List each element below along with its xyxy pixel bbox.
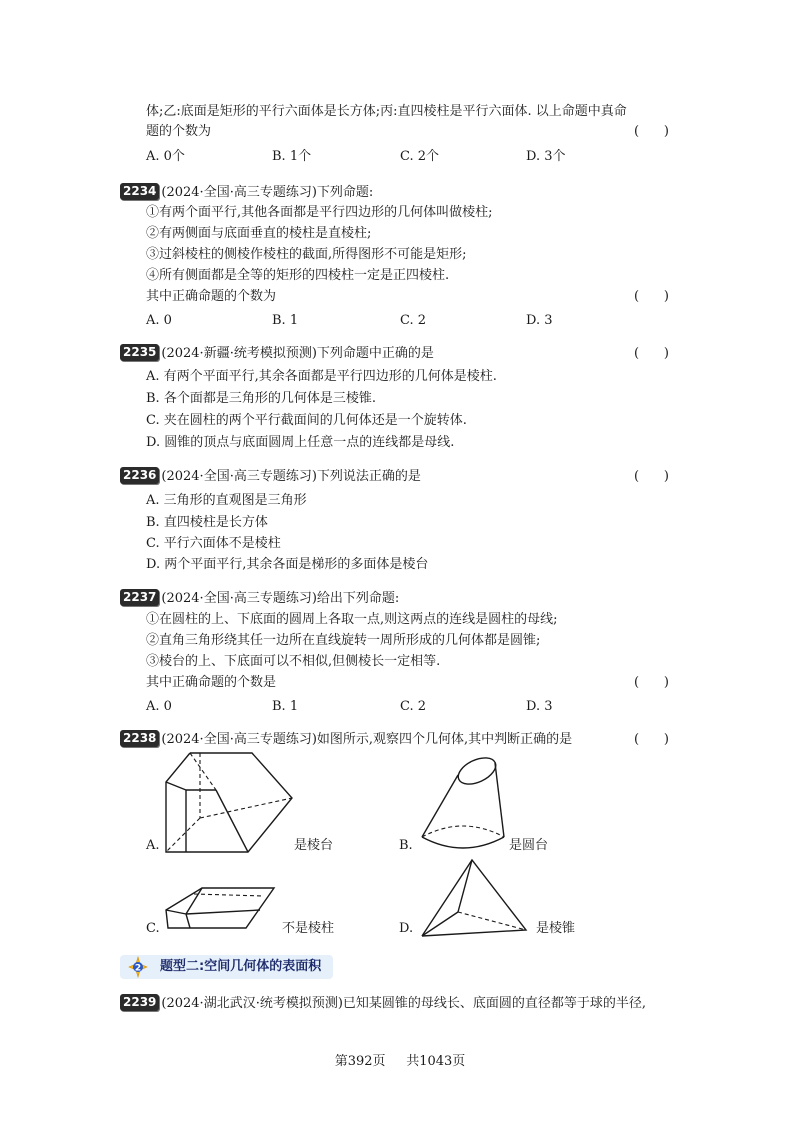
option-b: B. 1	[272, 699, 299, 714]
option-a: A. 0	[146, 699, 172, 714]
option-d: D. 3个	[526, 149, 566, 164]
q2236-option-d: D. 两个平面平行,其余各面是梯形的多面体是棱台	[146, 557, 429, 572]
figure-d-letter: D.	[399, 921, 414, 936]
q2237-answer-paren: ( )	[634, 675, 669, 690]
figure-a-caption: 是棱台	[294, 838, 334, 853]
q2235-stem: (2024·新疆·统考模拟预测)下列命题中正确的是	[161, 346, 434, 361]
figure-c-prism-diagram	[164, 886, 276, 932]
figure-b-letter: B.	[399, 838, 413, 853]
q2234-item-4: ④所有侧面都是全等的矩形的四棱柱一定是正四棱柱.	[146, 268, 450, 283]
figure-d-caption: 是棱锥	[536, 921, 576, 936]
figure-b-cone-frustum-diagram	[418, 752, 508, 857]
q2239-stem: (2024·湖北武汉·统考模拟预测)已知某圆锥的母线长、底面圆的直径都等于球的半径,	[161, 996, 647, 1011]
q2236-option-a: A. 三角形的直观图是三角形	[146, 493, 307, 508]
q2233-answer-paren: ( )	[634, 124, 669, 139]
q2239-stem-line	[120, 994, 646, 1014]
question-number-badge: 2238	[120, 730, 159, 747]
q2236-option-b: B. 直四棱柱是长方体	[146, 515, 268, 530]
q2233-options	[146, 147, 666, 167]
q2237-stem-line	[120, 589, 399, 609]
figure-c-caption: 不是棱柱	[282, 921, 335, 936]
figure-a-letter: A.	[146, 838, 160, 853]
q2234-item-2: ②有两侧面与底面垂直的棱柱是直棱柱;	[146, 226, 372, 241]
q2236-option-c: C. 平行六面体不是棱柱	[146, 536, 281, 551]
option-c: C. 2个	[400, 149, 440, 164]
q2234-options	[146, 311, 666, 331]
page-footer	[0, 1052, 800, 1072]
option-c: C. 2	[400, 313, 427, 328]
q2237-item-1: ①在圆柱的上、下底面的圆周上各取一点,则这两点的连线是圆柱的母线;	[146, 612, 558, 627]
q2234-stem-line	[120, 183, 373, 203]
figure-b-caption: 是圆台	[509, 838, 549, 853]
q2234-item-3: ③过斜棱柱的侧棱作棱柱的截面,所得图形不可能是矩形;	[146, 247, 467, 262]
option-b: B. 1	[272, 313, 299, 328]
section-sparkle-icon	[124, 955, 152, 979]
figure-a-frustum-diagram	[160, 752, 295, 854]
q2235-answer-paren: ( )	[634, 346, 669, 361]
q2238-stem-line	[120, 730, 572, 750]
question-number-badge: 2235	[120, 344, 159, 361]
q2233-continuation-line1: 体;乙:底面是矩形的平行六面体是长方体;丙:直四棱柱是平行六面体. 以上命题中真命	[146, 104, 627, 119]
figure-c-letter: C.	[146, 921, 160, 936]
figure-d-pyramid-diagram	[420, 858, 532, 940]
option-c: C. 2	[400, 699, 427, 714]
page-number: 第392页	[334, 1054, 386, 1069]
section-badge-number: 2	[134, 963, 142, 974]
q2237-item-2: ②直角三角形绕其任一边所在直线旋转一周所形成的几何体都是圆锥;	[146, 633, 541, 648]
q2235-option-d: D. 圆锥的顶点与底面圆周上任意一点的连线都是母线.	[146, 435, 455, 450]
question-number-badge: 2237	[120, 589, 159, 606]
q2236-stem-line	[120, 467, 421, 487]
q2233-continuation-line2: 题的个数为	[146, 124, 212, 139]
q2237-ask: 其中正确命题的个数是	[146, 675, 277, 690]
q2235-option-a: A. 有两个平面平行,其余各面都是平行四边形的几何体是棱柱.	[146, 369, 497, 384]
q2234-answer-paren: ( )	[634, 289, 669, 304]
q2235-stem-line	[120, 344, 434, 364]
q2235-option-b: B. 各个面都是三角形的几何体是三棱锥.	[146, 391, 376, 406]
question-number-badge: 2236	[120, 467, 159, 484]
question-number-badge: 2239	[120, 994, 159, 1011]
option-b: B. 1个	[272, 149, 312, 164]
q2237-stem: (2024·全国·高三专题练习)给出下列命题:	[161, 591, 400, 606]
q2236-stem: (2024·全国·高三专题练习)下列说法正确的是	[161, 469, 421, 484]
section-header	[120, 955, 333, 979]
q2237-item-3: ③棱台的上、下底面可以不相似,但侧棱长一定相等.	[146, 654, 441, 669]
q2234-ask: 其中正确命题的个数为	[146, 289, 277, 304]
total-pages: 共1043页	[406, 1054, 466, 1069]
q2237-options	[146, 697, 666, 717]
q2234-item-1: ①有两个面平行,其他各面都是平行四边形的几何体叫做棱柱;	[146, 205, 493, 220]
question-number-badge: 2234	[120, 183, 159, 200]
q2238-answer-paren: ( )	[634, 732, 669, 747]
section-title: 题型二:空间几何体的表面积	[160, 959, 322, 974]
q2235-option-c: C. 夹在圆柱的两个平行截面间的几何体还是一个旋转体.	[146, 413, 467, 428]
option-a: A. 0个	[146, 149, 185, 164]
q2234-stem: (2024·全国·高三专题练习)下列命题:	[161, 185, 374, 200]
option-d: D. 3	[526, 699, 553, 714]
q2236-answer-paren: ( )	[634, 469, 669, 484]
option-d: D. 3	[526, 313, 553, 328]
q2238-stem: (2024·全国·高三专题练习)如图所示,观察四个几何体,其中判断正确的是	[161, 732, 573, 747]
option-a: A. 0	[146, 313, 172, 328]
